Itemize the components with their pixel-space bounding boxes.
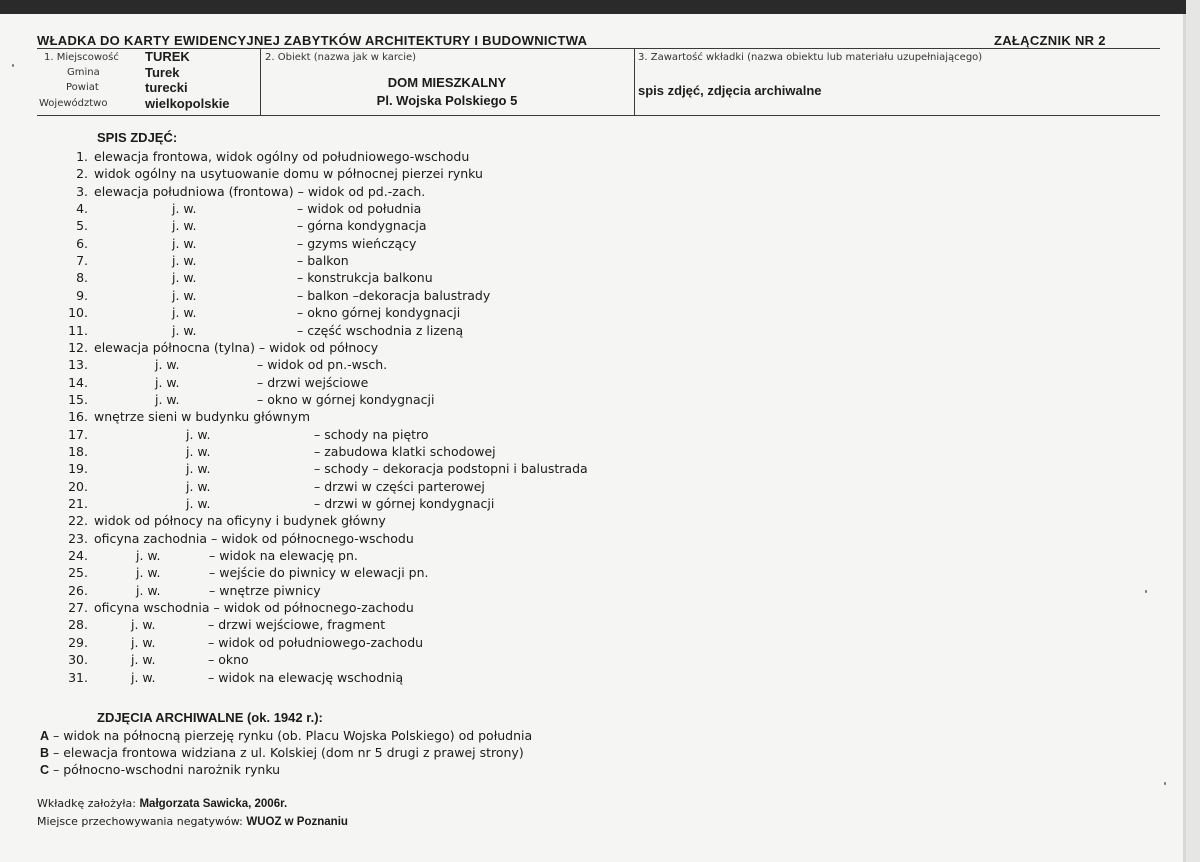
item-ref: j. w. (186, 496, 211, 511)
photo-list-item (0, 409, 1160, 426)
photo-list-item (0, 357, 1160, 374)
photo-list-item (0, 149, 1160, 166)
item-ref: j. w. (131, 617, 156, 633)
scan-speck (1145, 590, 1147, 593)
item-number: 8. (76, 270, 88, 286)
scan-top-border (0, 0, 1200, 14)
item-number: 10. (68, 305, 88, 321)
item-description: elewacja frontowa, widok ogólny od południowego-wschodu (94, 149, 470, 164)
item-number: 20. (68, 478, 88, 494)
item-number: 5. (76, 218, 88, 234)
item-description: – część wschodnia z lizeną (297, 322, 464, 338)
photo-list-item (0, 340, 1160, 357)
gmina-label: Gmina (67, 67, 100, 78)
photo-list-item (0, 635, 1160, 652)
item-description: – drzwi w górnej kondygnacji (314, 496, 495, 511)
item-description: – widok od południowego-zachodu (208, 634, 424, 650)
item-ref: j. w. (186, 426, 211, 442)
item-number: 19. (68, 461, 88, 477)
archival-item-a: A – widok na północną pierzeję rynku (ob. Placu Wojska Polskiego) od południa (40, 728, 533, 743)
item-ref: j. w. (155, 357, 180, 373)
wojewodztwo-value: wielkopolskie (145, 96, 230, 111)
item-number: 23. (68, 530, 88, 546)
item-ref: j. w. (172, 218, 197, 234)
photo-list-item (0, 652, 1160, 669)
item-ref: j. w. (155, 374, 180, 390)
item-number: 6. (76, 235, 88, 251)
item-ref: j. w. (172, 287, 197, 303)
photo-list-item (0, 548, 1160, 565)
item-description: elewacja południowa (frontowa) – widok od pd.-zach. (94, 183, 426, 199)
photo-list-item (0, 600, 1160, 617)
powiat-value: turecki (145, 80, 188, 95)
photo-list-item (0, 531, 1160, 548)
contents-label: 3. Zawartość wkładki (nazwa obiektu lub materiału uzupełniającego) (638, 52, 983, 63)
photo-list-item (0, 288, 1160, 305)
item-description: – widok od południa (297, 201, 422, 217)
photo-list-item (0, 513, 1160, 530)
item-number: 27. (68, 600, 88, 616)
item-ref: j. w. (186, 478, 211, 494)
item-description: widok od północy na oficyny i budynek główny (94, 513, 386, 529)
item-number: 21. (68, 496, 88, 511)
item-number: 16. (68, 409, 88, 425)
photo-list-item (0, 253, 1160, 270)
item-ref: j. w. (131, 634, 156, 650)
contents-value: spis zdjęć, zdjęcia archiwalne (638, 83, 822, 98)
item-description: – gzyms wieńczący (297, 235, 417, 251)
item-description: – drzwi w części parterowej (314, 478, 485, 494)
photo-list-item (0, 479, 1160, 496)
item-number: 31. (68, 669, 88, 685)
item-number: 30. (68, 652, 88, 668)
miejscowosc-label: 1. Miejscowość (44, 52, 119, 63)
item-number: 18. (68, 443, 88, 459)
item-number: 4. (76, 201, 88, 217)
photo-list-item (0, 427, 1160, 444)
item-description: – widok na elewację wschodnią (208, 669, 404, 685)
item-description: – drzwi wejściowe, fragment (208, 617, 386, 633)
photo-list-item (0, 236, 1160, 253)
item-number: 22. (68, 513, 88, 529)
scan-speck (1164, 782, 1166, 785)
item-number: 13. (68, 357, 88, 373)
photo-list-item (0, 461, 1160, 478)
item-description: widok ogólny na usytuowanie domu w północnej pierzei rynku (94, 166, 483, 182)
item-number: 17. (68, 426, 88, 442)
item-number: 2. (76, 166, 88, 182)
item-description: – wejście do piwnicy w elewacji pn. (209, 565, 429, 581)
item-description: oficyna zachodnia – widok od północnego-wschodu (94, 530, 414, 546)
item-number: 14. (68, 374, 88, 390)
item-number: 7. (76, 253, 88, 269)
storage-line: Miejsce przechowywania negatywów: WUOZ w Poznaniu (37, 815, 348, 828)
item-ref: j. w. (136, 548, 161, 564)
item-description: – balkon –dekoracja balustrady (297, 287, 491, 303)
item-number: 3. (76, 183, 88, 199)
miejscowosc-value: TUREK (145, 49, 190, 64)
archival-item-b: B – elewacja frontowa widziana z ul. Kolskiej (dom nr 5 drugi z prawej strony) (40, 745, 524, 760)
item-ref: j. w. (172, 201, 197, 217)
item-ref: j. w. (136, 582, 161, 598)
item-number: 25. (68, 565, 88, 581)
item-description: wnętrze sieni w budynku głównym (94, 409, 311, 425)
photo-list-item (0, 444, 1160, 461)
item-description: – schody na piętro (314, 426, 429, 442)
archival-title: ZDJĘCIA ARCHIWALNE (ok. 1942 r.): (97, 710, 323, 725)
annex-number: ZAŁĄCZNIK NR 2 (994, 33, 1106, 48)
wojewodztwo-label: Województwo (39, 98, 108, 109)
item-ref: j. w. (172, 253, 197, 269)
header-bottom-rule (37, 115, 1160, 116)
photo-list-item (0, 617, 1160, 634)
author-line: Wkładkę założyła: Małgorzata Sawicka, 2006r. (37, 797, 288, 810)
item-number: 11. (68, 322, 88, 338)
photo-list-item (0, 583, 1160, 600)
photo-list-item (0, 270, 1160, 287)
item-description: – okno górnej kondygnacji (297, 305, 461, 321)
item-number: 28. (68, 617, 88, 633)
item-description: elewacja północna (tylna) – widok od północy (94, 339, 379, 355)
item-description: oficyna wschodnia – widok od północnego-zachodu (94, 600, 414, 616)
item-ref: j. w. (131, 652, 156, 668)
item-description: – zabudowa klatki schodowej (314, 443, 496, 459)
item-description: – okno w górnej kondygnacji (257, 391, 435, 407)
photo-list-item (0, 305, 1160, 322)
photo-list-item (0, 166, 1160, 183)
item-description: – okno (208, 652, 249, 668)
photo-list-item (0, 392, 1160, 409)
item-ref: j. w. (172, 270, 197, 286)
scan-right-edge (1186, 0, 1200, 862)
item-number: 24. (68, 548, 88, 564)
item-description: – widok na elewację pn. (209, 548, 358, 564)
photo-list-title: SPIS ZDJĘĆ: (97, 130, 178, 145)
item-number: 15. (68, 391, 88, 407)
item-ref: j. w. (186, 461, 211, 477)
item-description: – górna kondygnacja (297, 218, 427, 234)
item-ref: j. w. (172, 305, 197, 321)
item-ref: j. w. (155, 391, 180, 407)
item-number: 26. (68, 582, 88, 598)
item-description: – wnętrze piwnicy (209, 582, 321, 598)
item-number: 1. (76, 149, 88, 164)
item-description: – widok od pn.-wsch. (257, 357, 388, 373)
photo-list-item (0, 323, 1160, 340)
item-description: – schody – dekoracja podstopni i balustrada (314, 461, 588, 477)
object-label: 2. Obiekt (nazwa jak w karcie) (265, 52, 417, 63)
item-ref: j. w. (186, 443, 211, 459)
powiat-label: Powiat (66, 82, 99, 93)
item-description: – drzwi wejściowe (257, 374, 369, 390)
header-top-rule (37, 48, 1160, 49)
photo-list-item (0, 184, 1160, 201)
object-address: Pl. Wojska Polskiego 5 (376, 93, 518, 108)
photo-list-item (0, 565, 1160, 582)
photo-list-item (0, 218, 1160, 235)
photo-list-item (0, 201, 1160, 218)
item-number: 12. (68, 339, 88, 355)
object-name: DOM MIESZKALNY (387, 75, 507, 90)
item-ref: j. w. (172, 322, 197, 338)
item-number: 29. (68, 634, 88, 650)
item-ref: j. w. (131, 669, 156, 685)
photo-list-item (0, 670, 1160, 687)
header-divider-2 (634, 48, 635, 115)
archival-item-c: C – północno-wschodni narożnik rynku (40, 762, 281, 777)
item-number: 9. (76, 287, 88, 303)
photo-list-item (0, 496, 1160, 513)
item-ref: j. w. (136, 565, 161, 581)
item-description: – konstrukcja balkonu (297, 270, 433, 286)
photo-list-item (0, 375, 1160, 392)
item-description: – balkon (297, 253, 349, 269)
scan-speck (12, 64, 14, 67)
gmina-value: Turek (145, 65, 180, 80)
document-title: WŁADKA DO KARTY EWIDENCYJNEJ ZABYTKÓW ARCHITEKTURY I BUDOWNICTWA (37, 33, 588, 48)
item-ref: j. w. (172, 235, 197, 251)
